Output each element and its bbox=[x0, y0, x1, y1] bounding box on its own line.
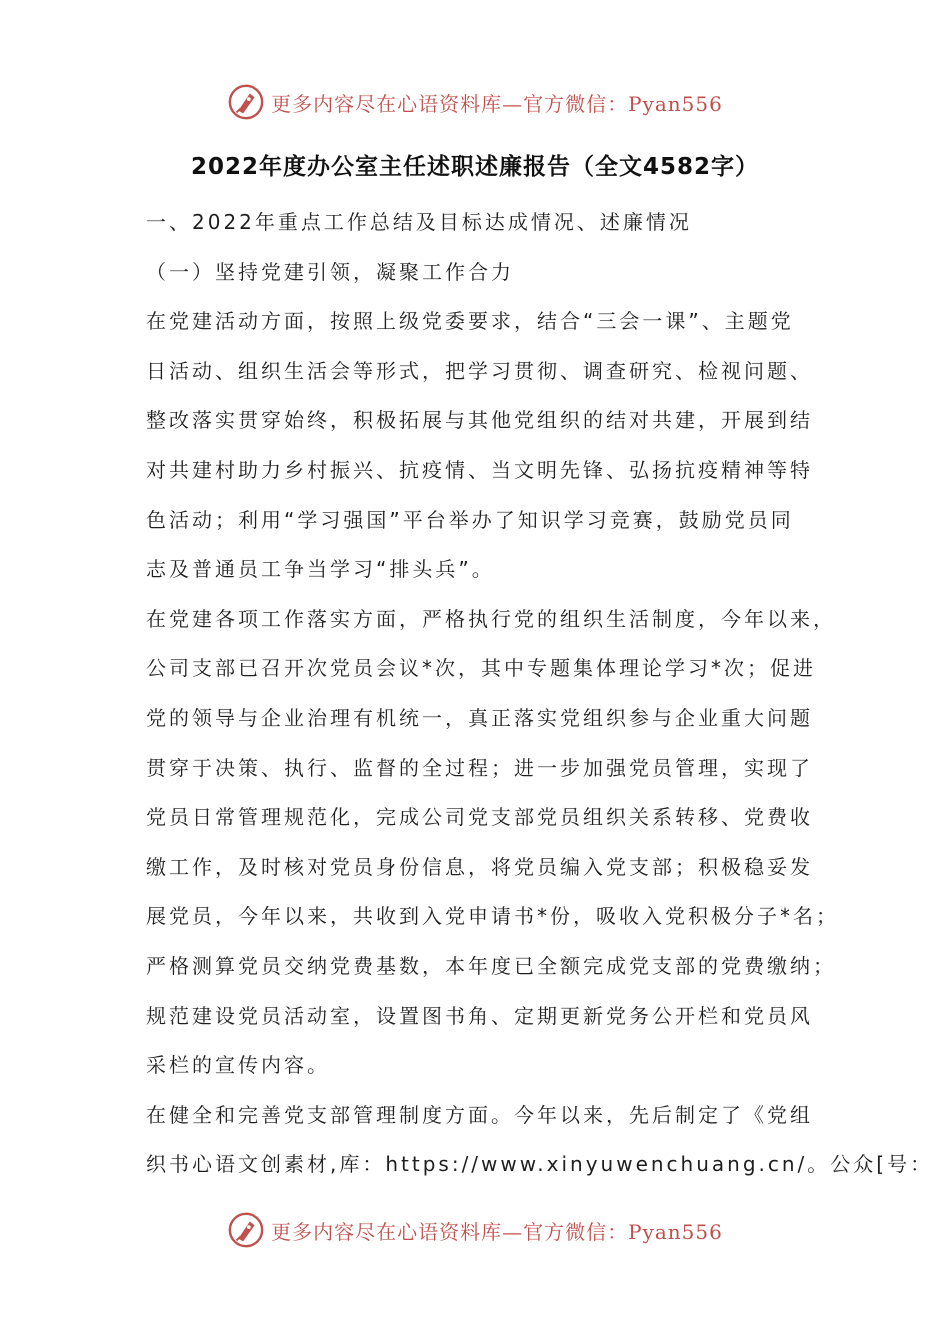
header-banner-text: 更多内容尽在心语资料库—官方微信：Pyan556 bbox=[271, 91, 723, 116]
body-line: 在党建活动方面，按照上级党委要求，结合“三会一课”、主题党 bbox=[146, 309, 794, 334]
body-line: 公司支部已召开次党员会议*次，其中专题集体理论学习*次；促进 bbox=[146, 656, 816, 681]
body-line: 党的领导与企业治理有机统一，真正落实党组织参与企业重大问题 bbox=[146, 705, 813, 730]
body-line: 对共建村助力乡村振兴、抗疫情、当文明先锋、弘扬抗疫精神等特 bbox=[146, 457, 813, 482]
body-line: 色活动；利用“学习强国”平台举办了知识学习竞赛，鼓励党员同 bbox=[146, 507, 794, 532]
body-line: 党员日常管理规范化，完成公司党支部党员组织关系转移、党费收 bbox=[146, 805, 813, 830]
body-line: 在党建各项工作落实方面，严格执行党的组织生活制度，今年以来， bbox=[146, 606, 836, 631]
body-line: 采栏的宣传内容。 bbox=[146, 1053, 330, 1078]
body-line: 织书心语文创素材,库：https://www.xinyuwenchuang.cn/。公众[号： bbox=[146, 1152, 934, 1177]
body-line: 日活动、组织生活会等形式，把学习贯彻、调查研究、检视问题、 bbox=[146, 358, 813, 383]
body-line: 严格测算党员交纳党费基数，本年度已全额完成党支部的党费缴纳； bbox=[146, 953, 836, 978]
header-banner bbox=[0, 80, 950, 124]
document-title: 2022年度办公室主任述职述廉报告（全文4582字） bbox=[190, 154, 760, 180]
body-line: 志及普通员工争当学习“排头兵”。 bbox=[146, 557, 495, 582]
document-body bbox=[146, 198, 934, 1190]
pen-nib-logo-icon bbox=[227, 1211, 265, 1249]
pen-nib-logo-icon bbox=[227, 83, 265, 121]
body-line: 在健全和完善党支部管理制度方面。今年以来，先后制定了《党组 bbox=[146, 1102, 813, 1127]
body-line: 缴工作，及时核对党员身份信息，将党员编入党支部；积极稳妥发 bbox=[146, 854, 813, 879]
body-line: 贯穿于决策、执行、监督的全过程；进一步加强党员管理，实现了 bbox=[146, 755, 813, 780]
body-line: 规范建设党员活动室，设置图书角、定期更新党务公开栏和党员风 bbox=[146, 1003, 813, 1028]
section-heading: 一、2022年重点工作总结及目标达成情况、述廉情况 bbox=[146, 210, 692, 234]
subsection-heading: （一）坚持党建引领，凝聚工作合力 bbox=[146, 259, 514, 284]
body-line: 整改落实贯穿始终，积极拓展与其他党组织的结对共建，开展到结 bbox=[146, 408, 813, 433]
body-line: 展党员，今年以来，共收到入党申请书*份，吸收入党积极分子*名； bbox=[146, 904, 839, 929]
footer-banner bbox=[0, 1208, 950, 1252]
footer-banner-text: 更多内容尽在心语资料库—官方微信：Pyan556 bbox=[271, 1219, 723, 1244]
